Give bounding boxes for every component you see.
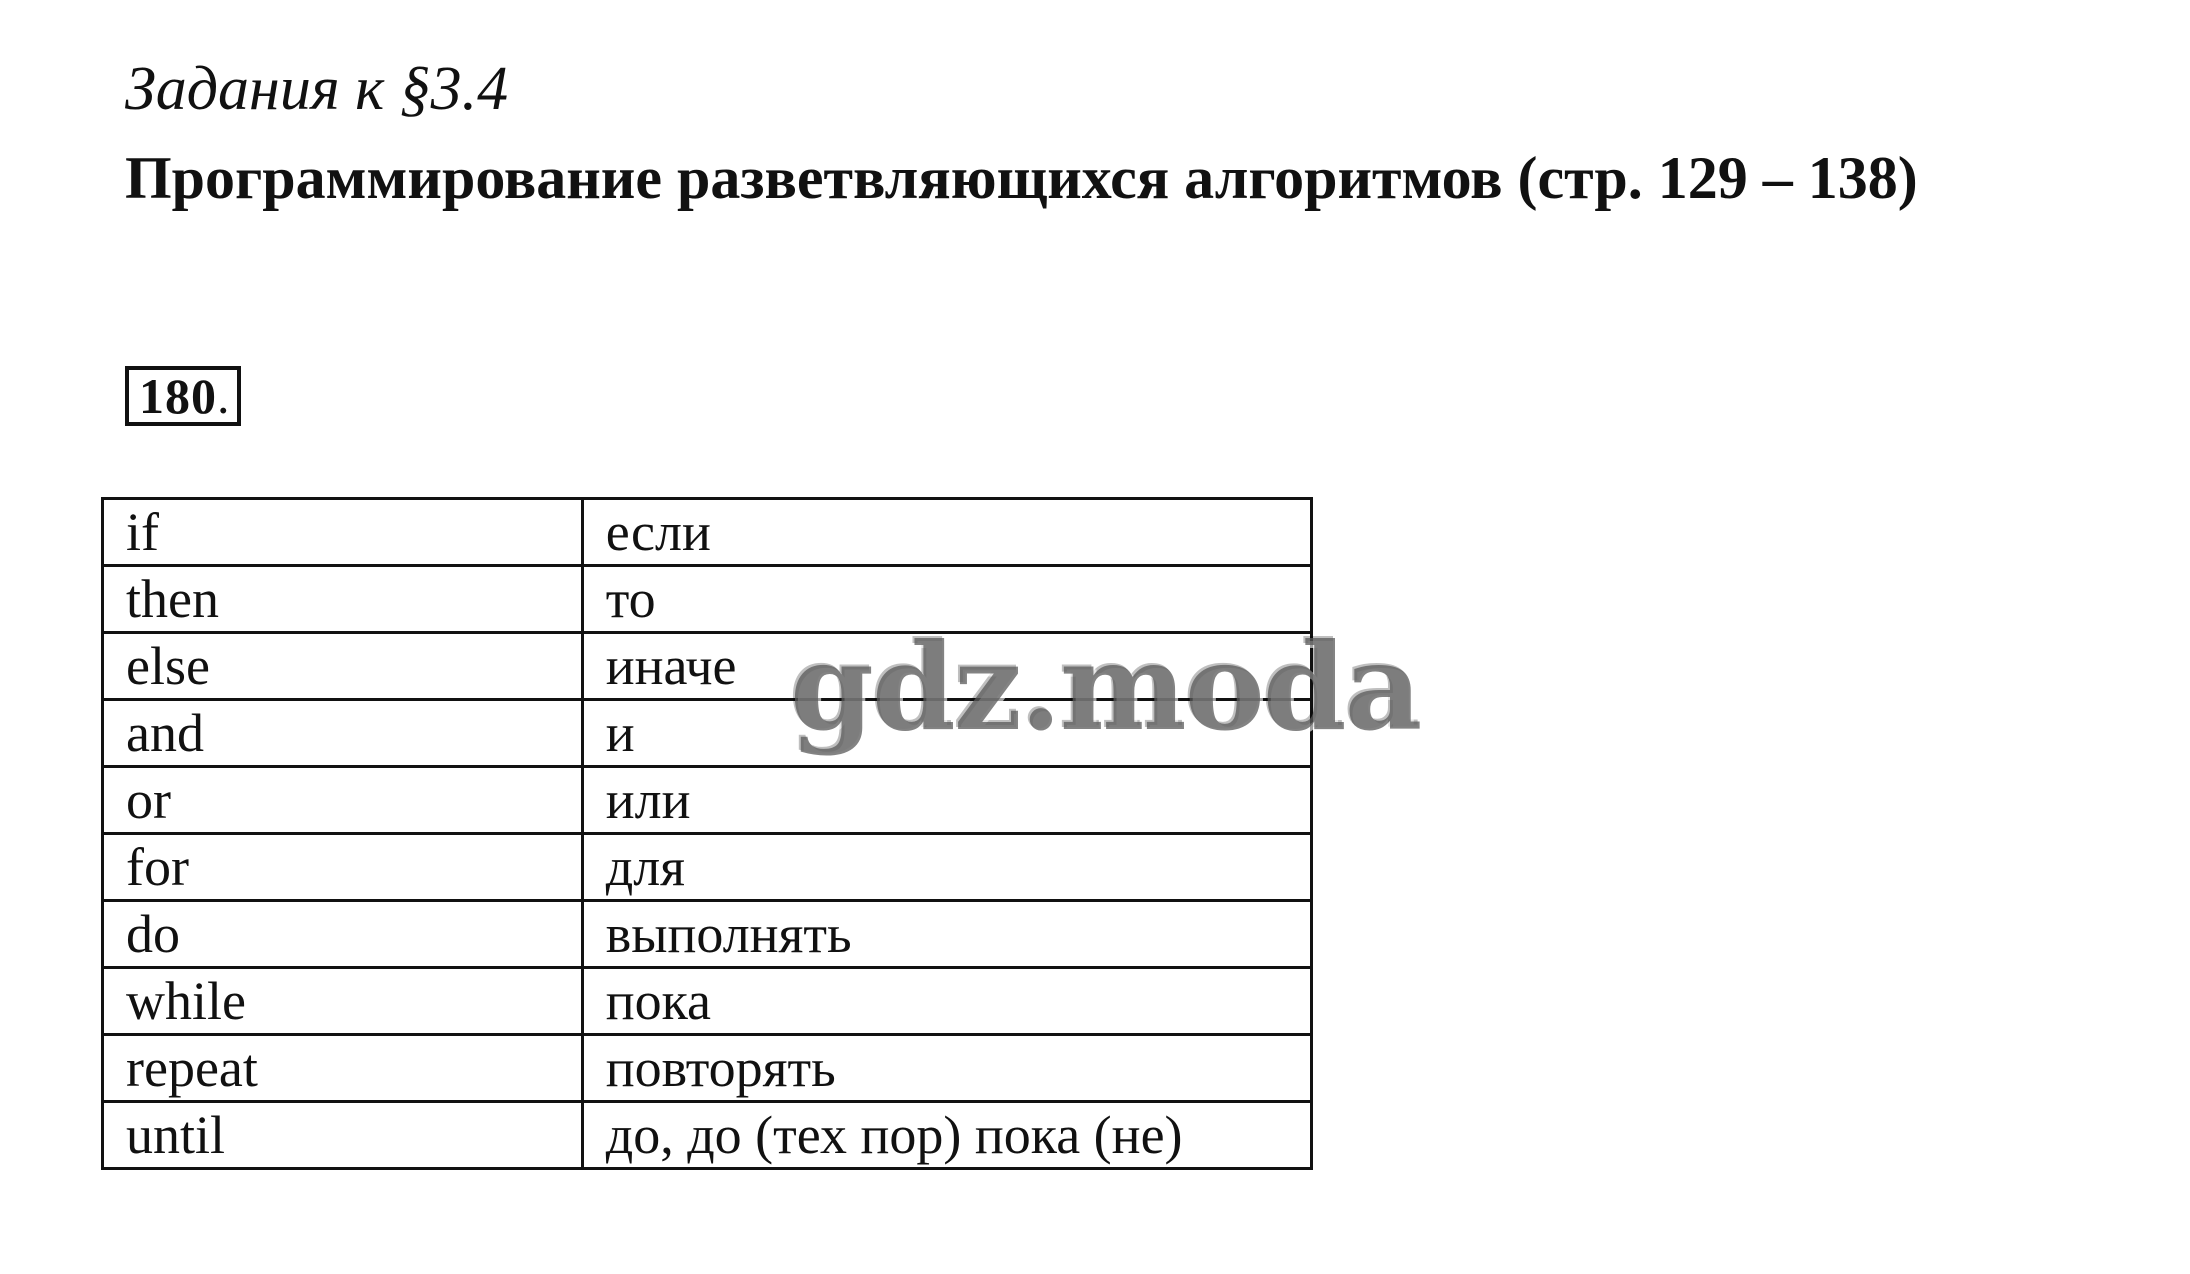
table-row bbox=[103, 566, 1312, 633]
task-number-dot: . bbox=[217, 368, 231, 424]
section-heading: Задания к §3.4 bbox=[125, 55, 509, 123]
translation-cell: или bbox=[582, 767, 1311, 834]
translation-cell: пока bbox=[582, 968, 1311, 1035]
table-row bbox=[103, 700, 1312, 767]
translation-cell: до, до (тех пор) пока (не) bbox=[582, 1102, 1311, 1169]
task-number-box bbox=[125, 366, 241, 426]
translation-cell: если bbox=[582, 499, 1311, 566]
table-row bbox=[103, 968, 1312, 1035]
translation-cell: для bbox=[582, 834, 1311, 901]
table-row bbox=[103, 499, 1312, 566]
topic-title: Программирование разветвляющихся алгоритмов (стр. 129 – 138) bbox=[125, 145, 1918, 211]
table-row bbox=[103, 834, 1312, 901]
table-row bbox=[103, 901, 1312, 968]
translation-cell: выполнять bbox=[582, 901, 1311, 968]
table-row bbox=[103, 767, 1312, 834]
keyword-cell: then bbox=[103, 566, 583, 633]
task-number-value: 180 bbox=[139, 368, 217, 424]
table-row bbox=[103, 1102, 1312, 1169]
keyword-cell: do bbox=[103, 901, 583, 968]
translation-cell: иначе bbox=[582, 633, 1311, 700]
keyword-cell: for bbox=[103, 834, 583, 901]
table-row bbox=[103, 1035, 1312, 1102]
keyword-translation-table bbox=[101, 497, 1313, 1170]
translation-cell: то bbox=[582, 566, 1311, 633]
keyword-cell: else bbox=[103, 633, 583, 700]
table-row bbox=[103, 633, 1312, 700]
keyword-cell: if bbox=[103, 499, 583, 566]
translation-cell: повторять bbox=[582, 1035, 1311, 1102]
keyword-cell: until bbox=[103, 1102, 583, 1169]
translation-cell: и bbox=[582, 700, 1311, 767]
task-number bbox=[125, 366, 241, 426]
keyword-cell: repeat bbox=[103, 1035, 583, 1102]
keyword-cell: while bbox=[103, 968, 583, 1035]
watermark: gdz.moda bbox=[790, 617, 1421, 758]
keyword-cell: or bbox=[103, 767, 583, 834]
keyword-cell: and bbox=[103, 700, 583, 767]
